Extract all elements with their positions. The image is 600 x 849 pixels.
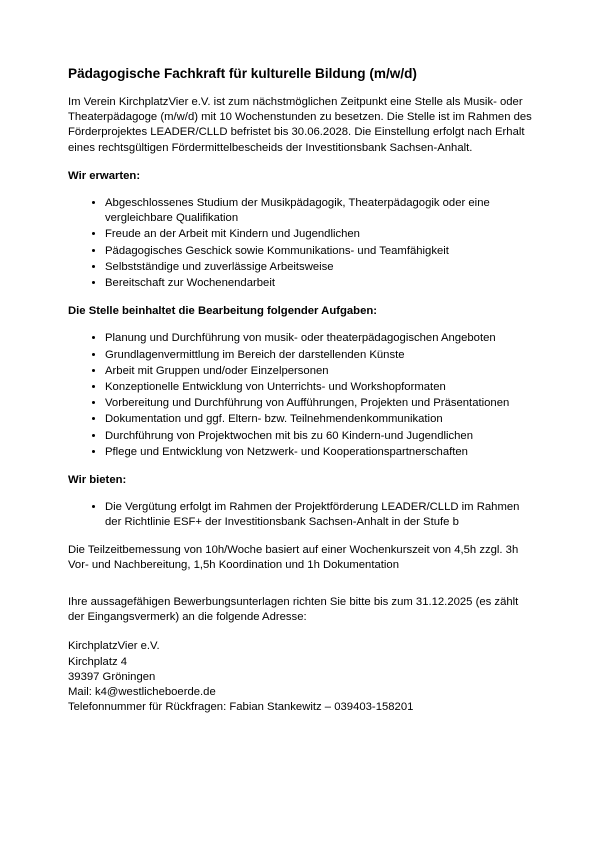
- task-item: • Planung und Durchführung von musik- oder theaterpädagogischen Angeboten: [105, 331, 534, 346]
- section-heading-expectations: Wir erwarten:: [68, 169, 141, 182]
- address-line: KirchplatzVier e.V.: [68, 640, 160, 653]
- section-heading-tasks: Die Stelle beinhaltet die Bearbeitung folgender Aufgaben:: [68, 305, 378, 318]
- task-item: • Pflege und Entwicklung von Netzwerk- und Kooperationspartnerschaften: [105, 445, 534, 460]
- application-deadline-note: Ihre aussagefähigen Bewerbungsunterlagen richten Sie bitte bis zum 31.12.2025 (es zählt der Eingangsvermerk) an die folgende Adresse:: [68, 596, 519, 624]
- expectation-item: • Pädagogisches Geschick sowie Kommunikations- und Teamfähigkeit: [105, 244, 534, 259]
- workload-note: Die Teilzeitbemessung von 10h/Woche basiert auf einer Wochenkurszeit von 4,5h zzgl. 3h Vor- und Nachbereitung, 1,5h Koordination und 1h Dokumentation: [68, 543, 519, 571]
- expectation-item: • Abgeschlossenes Studium der Musikpädagogik, Theaterpädagogik oder eine vergleichbare Qualifikation: [105, 196, 534, 226]
- page-title: Pädagogische Fachkraft für kulturelle Bildung (m/w/d): [68, 66, 417, 81]
- address-line: Kirchplatz 4: [68, 655, 128, 668]
- address-line: Telefonnummer für Rückfragen: Fabian Stankewitz – 039403-158201: [68, 701, 414, 714]
- task-item: • Dokumentation und ggf. Eltern- bzw. Teilnehmendenkommunikation: [105, 412, 534, 427]
- address-line: Mail: k4@westlicheboerde.de: [68, 686, 216, 699]
- task-item: • Konzeptionelle Entwicklung von Unterrichts- und Workshopformaten: [105, 380, 534, 395]
- address-block: [68, 639, 534, 715]
- expectations-list: [68, 196, 534, 291]
- intro-paragraph: Im Verein KirchplatzVier e.V. ist zum nächstmöglichen Zeitpunkt eine Stelle als Musik- oder Theaterpädagoge (m/w/d) mit 10 Wochenstunden zu besetzen. Die Stelle ist im Rahmen des Förderprojektes LEADER/CLLD befristet bis 30.06.2028. Die Einstellung erfolgt nach Erhalt eines rechtsgültigen Fördermittelbescheids der Investitionsbank Sachsen-Anhalt.: [68, 96, 532, 154]
- offer-item: • Die Vergütung erfolgt im Rahmen der Projektförderung LEADER/CLLD im Rahmen der Richtlinie ESF+ der Investitionsbank Sachsen-Anhalt in der Stufe b: [105, 500, 534, 530]
- task-item: • Arbeit mit Gruppen und/oder Einzelpersonen: [105, 364, 534, 379]
- offer-list: [68, 500, 534, 530]
- expectation-item: • Freude an der Arbeit mit Kindern und Jugendlichen: [105, 227, 534, 242]
- task-item: • Grundlagenvermittlung im Bereich der darstellenden Künste: [105, 348, 534, 363]
- expectation-item: • Bereitschaft zur Wochenendarbeit: [105, 276, 534, 291]
- task-item: • Vorbereitung und Durchführung von Aufführungen, Projekten und Präsentationen: [105, 396, 534, 411]
- tasks-list: [68, 331, 534, 460]
- section-heading-offer: Wir bieten:: [68, 474, 127, 487]
- task-item: • Durchführung von Projektwochen mit bis zu 60 Kindern-und Jugendlichen: [105, 429, 534, 444]
- expectation-item: • Selbstständige und zuverlässige Arbeitsweise: [105, 260, 534, 275]
- address-line: 39397 Gröningen: [68, 670, 156, 683]
